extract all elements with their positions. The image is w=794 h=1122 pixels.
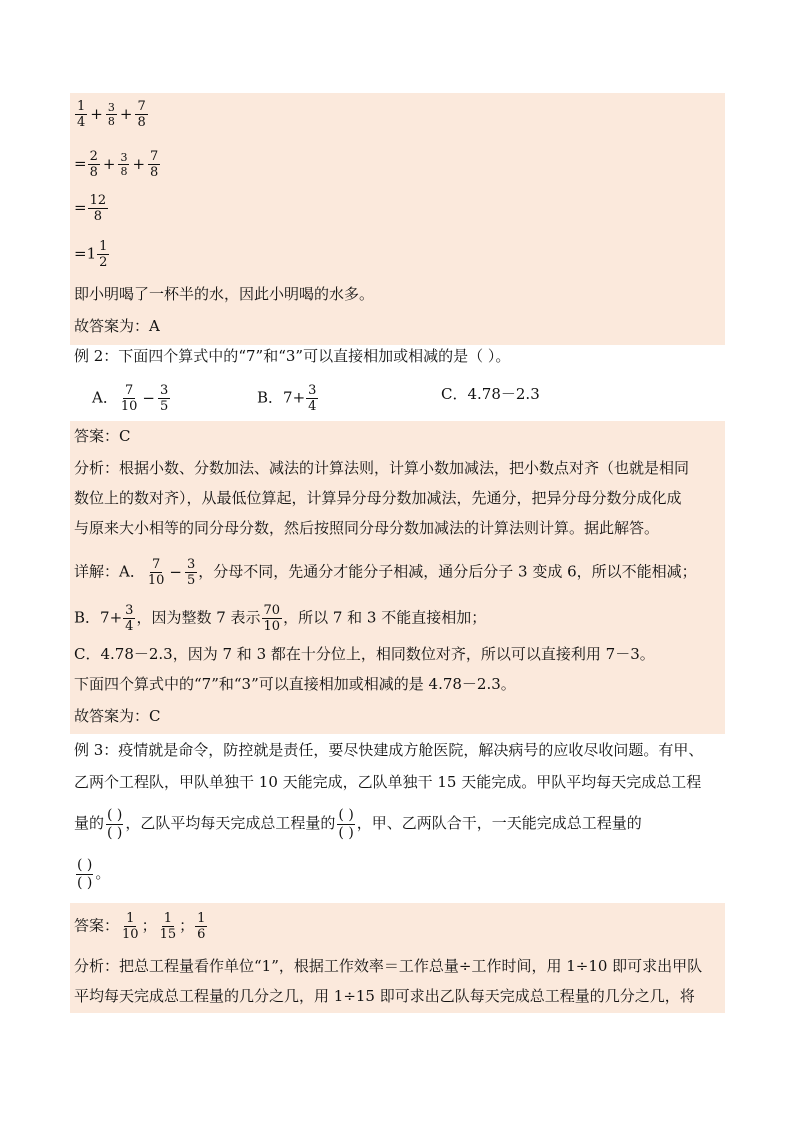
question-ex3-line-4: ( ) ( ) 。	[77, 857, 111, 891]
fraction: $\frac{1}{10}$	[122, 911, 139, 942]
summary-ex2: 下面四个算式中的“7”和“3”可以直接相加或相减的是 4.78－2.3。	[74, 675, 516, 693]
fraction: $\frac{7}{8}$	[137, 99, 146, 130]
analysis-line-2: 数位上的数对齐），从最低位算起，计算异分母分数加减法，先通分，把异分母分数分成化成	[74, 489, 682, 507]
calc-line-1: $\frac{1}{4}$ + $\frac{3}{8}$ + $\frac{7}{8}$	[77, 99, 146, 130]
question-ex3-line-3: 量的 ( ) ( ) ，乙队平均每天完成总工程量的 ( ) ( ) ，甲、乙两队合干，一天能完成总工程量的	[74, 807, 642, 841]
analysis-line-3: 与原来大小相等的同分母分数，然后按照同分母分数加减法的计算法则计算。据此解答。	[74, 519, 660, 537]
fraction: $\frac{1}{6}$	[197, 911, 206, 942]
fraction: $\frac{3}{4}$	[125, 603, 134, 634]
solution-block-ex1	[70, 93, 725, 345]
fraction: $\frac{70}{10}$	[263, 603, 281, 634]
fraction: $\frac{3}{8}$	[120, 151, 128, 178]
option-a: A． $\frac{7}{10}$ − $\frac{3}{5}$	[92, 383, 169, 414]
fraction: $\frac{12}{8}$	[89, 193, 107, 224]
fraction: $\frac{7}{10}$	[120, 383, 138, 414]
question-ex3-line-1: 例 3：疫情就是命令，防控就是责任，要尽快建成方舱医院，解决病号的应收尽收问题。有甲、	[74, 741, 704, 759]
detail-c: C．4.78－2.3，因为 7 和 3 都在十分位上，相同数位对齐，所以可以直接利用 7－3。	[74, 645, 655, 663]
fraction: $\frac{7}{8}$	[150, 149, 159, 180]
answer-blank: ( ) ( )	[77, 857, 93, 891]
analysis-line-1: 分析：根据小数、分数加法、减法的计算法则，计算小数加减法，把小数点对齐（也就是相同	[74, 459, 690, 477]
detail-a: 详解：A． $\frac{7}{10}$ − $\frac{3}{5}$ ，分母不同，先通分才能分子相减，通分后分子 3 变成 6，所以不能相减；	[74, 557, 697, 588]
fraction: $\frac{1}{15}$	[159, 911, 177, 942]
analysis-ex3-line-2: 平均每天完成总工程量的几分之几，用 1÷15 即可求出乙队每天完成总工程量的几分之几，将	[74, 987, 695, 1005]
analysis-ex3-line-1: 分析：把总工程量看作单位“1”，根据工作效率＝工作总量÷工作时间，用 1÷10 即可求出甲队	[74, 957, 703, 975]
answer-blank: ( ) ( )	[107, 807, 123, 841]
conclusion-text: 即小明喝了一杯半的水，因此小明喝的水多。	[74, 285, 375, 303]
fraction: $\frac{3}{8}$	[107, 101, 115, 128]
final-answer-ex2: 故答案为：C	[74, 707, 161, 725]
calc-line-3: = $\frac{12}{8}$	[74, 193, 107, 224]
option-b: B．7+ $\frac{3}{4}$	[257, 383, 317, 414]
answer-text: 故答案为：A	[74, 317, 160, 335]
fraction: $\frac{7}{10}$	[147, 557, 165, 588]
question-ex3-line-2: 乙两个工程队，甲队单独干 10 天能完成，乙队单独干 15 天能完成。甲队平均每天完成总工程	[74, 773, 702, 791]
fraction: $\frac{1}{4}$	[77, 99, 86, 130]
answer-blank: ( ) ( )	[338, 807, 354, 841]
detail-b: B．7+ $\frac{3}{4}$ ，因为整数 7 表示 $\frac{70}{10}$ ，所以 7 和 3 不能直接相加；	[74, 603, 487, 634]
fraction: $\frac{1}{2}$	[99, 239, 108, 270]
calc-line-4: =1 $\frac{1}{2}$	[74, 239, 108, 270]
option-c: C．4.78－2.3	[441, 385, 540, 403]
fraction: $\frac{3}{5}$	[186, 557, 196, 588]
fraction: $\frac{3}{5}$	[159, 383, 169, 414]
fraction: $\frac{2}{8}$	[89, 149, 98, 180]
question-ex2: 例 2：下面四个算式中的“7”和“3”可以直接相加或相减的是（ ）。	[74, 347, 511, 365]
fraction: $\frac{3}{4}$	[308, 383, 317, 414]
answer-ex3: 答案： $\frac{1}{10}$ ； $\frac{1}{15}$ ； $\frac{1}{6}$	[74, 911, 206, 942]
answer-ex2: 答案：C	[74, 427, 131, 445]
calc-line-2: = $\frac{2}{8}$ + $\frac{3}{8}$ + $\frac{7}{8}$	[74, 149, 159, 180]
